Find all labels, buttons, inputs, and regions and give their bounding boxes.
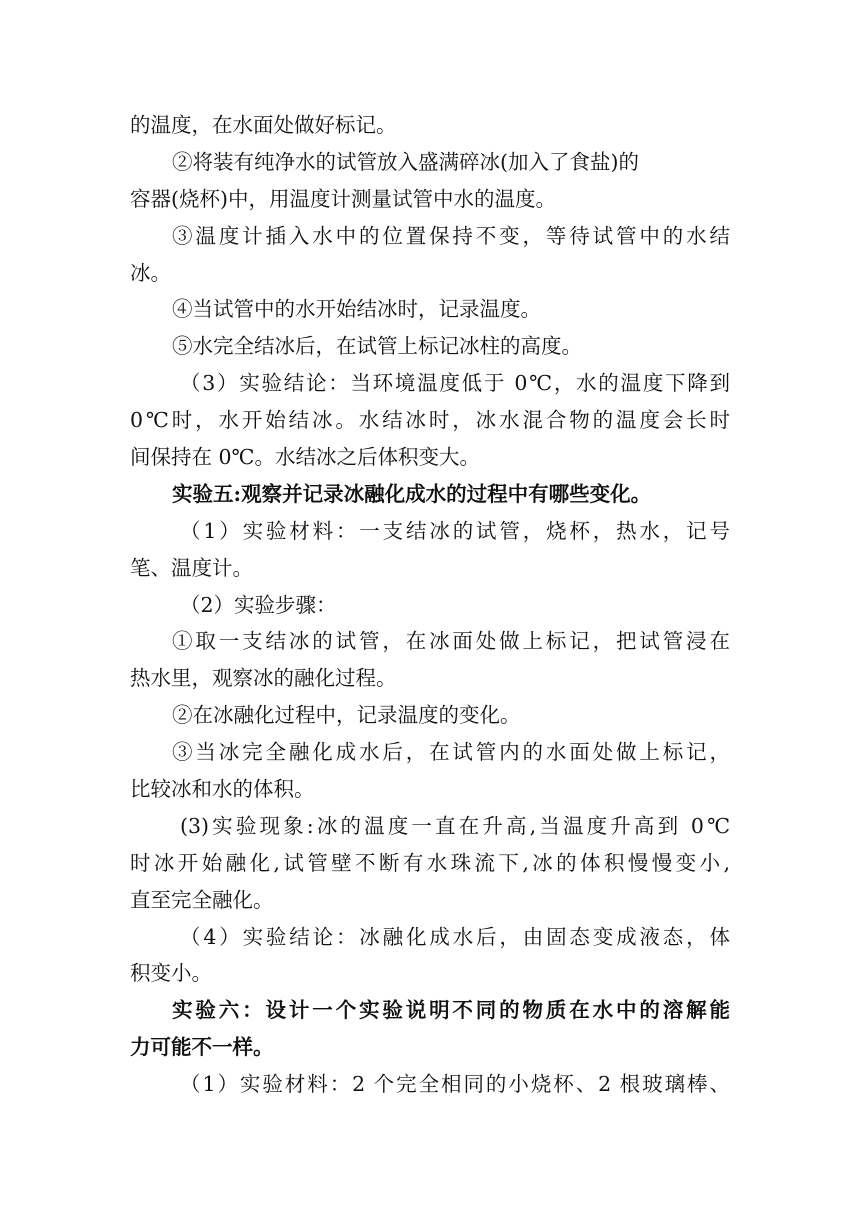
text-line: 0℃时，水开始结冰。水结冰时，冰水混合物的温度会长时	[130, 408, 730, 433]
document-body	[130, 107, 730, 1103]
text-line: ④当试管中的水开始结冰时，记录温度。	[172, 297, 541, 322]
text-line: 笔、温度计。	[130, 555, 253, 580]
text-line: 力可能不一样。	[130, 1035, 274, 1060]
text-line: 时冰开始融化,试管壁不断有水珠流下,冰的体积慢慢变小,	[130, 850, 730, 875]
text-line: （1）实验材料：2 个完全相同的小烧杯、2 根玻璃棒、	[180, 1072, 730, 1097]
text-line: ①取一支结冰的试管，在冰面处做上标记，把试管浸在	[172, 629, 730, 654]
text-line: （1）实验材料：一支结冰的试管，烧杯，热水，记号	[180, 518, 730, 543]
text-line: 比较冰和水的体积。	[130, 777, 315, 802]
text-line: ②在冰融化过程中，记录温度的变化。	[172, 703, 521, 728]
text-line: 实验五:观察并记录冰融化成水的过程中有哪些变化。	[172, 481, 652, 506]
text-line: (3)实验现象:冰的温度一直在升高,当温度升高到 0℃	[180, 813, 730, 838]
text-line: （3）实验结论：当环境温度低于 0℃，水的温度下降到	[180, 371, 730, 396]
text-line: （4）实验结论：冰融化成水后，由固态变成液态，体	[180, 924, 730, 949]
text-line: 冰。	[130, 260, 171, 285]
text-line: 实验六：设计一个实验说明不同的物质在水中的溶解能	[172, 998, 730, 1023]
text-line: ⑤水完全结冰后，在试管上标记冰柱的高度。	[172, 334, 582, 359]
text-line: ③当冰完全融化成水后，在试管内的水面处做上标记，	[172, 740, 730, 765]
text-line: ③温度计插入水中的位置保持不变，等待试管中的水结	[172, 223, 730, 248]
text-line: ②将装有纯净水的试管放入盛满碎冰(加入了食盐)的	[172, 149, 639, 174]
text-line: 直至完全融化。	[130, 887, 274, 912]
text-line: 间保持在 0℃。水结冰之后体积变大。	[130, 445, 480, 470]
text-line: 积变小。	[130, 961, 212, 986]
text-line: 热水里，观察冰的融化过程。	[130, 666, 397, 691]
text-line: （2）实验步骤：	[180, 592, 337, 617]
text-line: 容器(烧杯)中，用温度计测量试管中水的温度。	[130, 186, 556, 211]
text-line: 的温度，在水面处做好标记。	[130, 113, 397, 137]
